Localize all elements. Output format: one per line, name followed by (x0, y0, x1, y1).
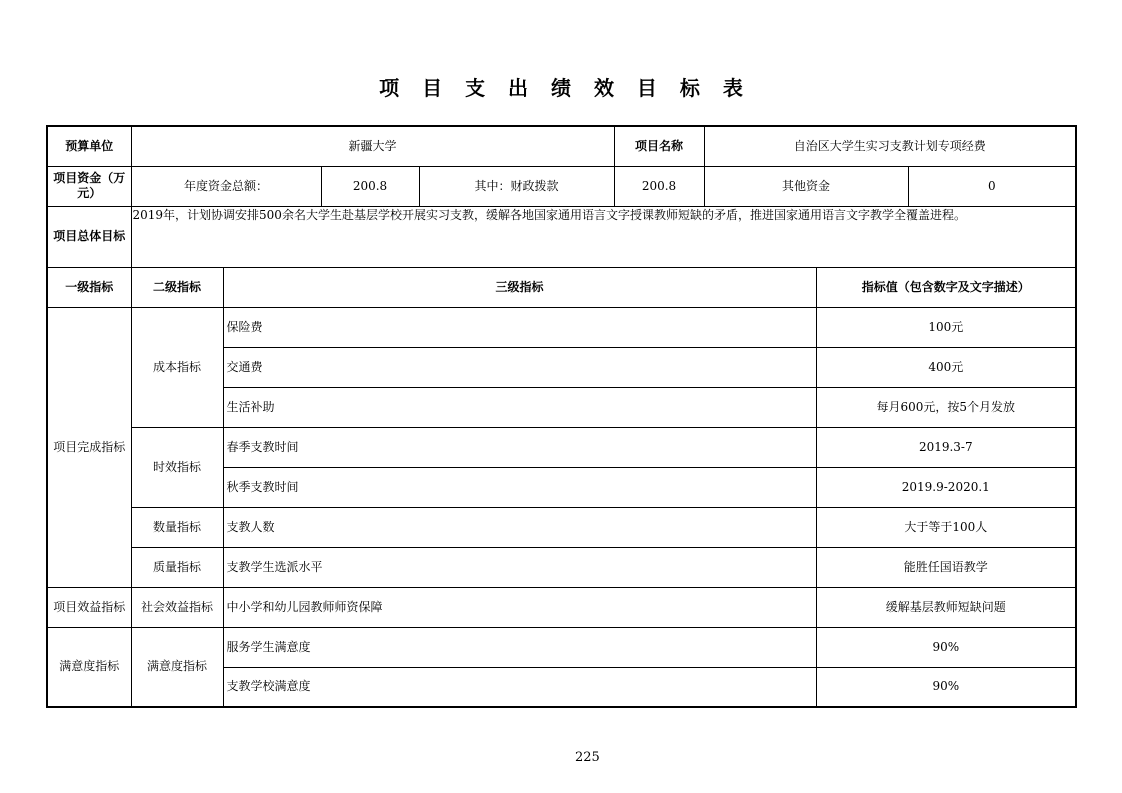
page-title: 项 目 支 出 绩 效 目 标 表 (379, 76, 751, 100)
table-row (47, 507, 1076, 547)
total-funds-label: 年度资金总额： (131, 166, 321, 206)
table-row (47, 627, 1076, 667)
indicator-value: 大于等于100人 (816, 507, 1076, 547)
table-row (47, 126, 1076, 166)
indicator-value: 2019.9-2020.1 (816, 467, 1076, 507)
page-number: 225 (575, 750, 600, 765)
indicator-value: 2019.3-7 (816, 427, 1076, 467)
budget-unit-label: 预算单位 (47, 126, 131, 166)
performance-target-table (46, 125, 1077, 708)
header-level3: 三级指标 (223, 267, 816, 307)
indicator-value: 90% (816, 667, 1076, 707)
table-row (47, 587, 1076, 627)
indicator-level2-cell: 社会效益指标 (131, 587, 223, 627)
indicator-level1-cell: 项目完成指标 (47, 307, 131, 587)
indicator-name: 春季支教时间 (223, 427, 816, 467)
indicator-name: 服务学生满意度 (223, 627, 816, 667)
indicator-name: 支教人数 (223, 507, 816, 547)
header-level1: 一级指标 (47, 267, 131, 307)
header-level2: 二级指标 (131, 267, 223, 307)
indicator-level1-cell: 满意度指标 (47, 627, 131, 707)
indicator-value: 100元 (816, 307, 1076, 347)
goal-text: 2019年，计划协调安排500余名大学生赴基层学校开展实习支教，缓解各地国家通用语言文字授课教师短缺的矛盾，推进国家通用语言文字教学全覆盖进程。 (131, 206, 1076, 267)
other-funds-label: 其他资金 (704, 166, 908, 206)
indicator-name: 支教学生选派水平 (223, 547, 816, 587)
indicator-name: 中小学和幼儿园教师师资保障 (223, 587, 816, 627)
budget-unit-value: 新疆大学 (131, 126, 614, 166)
project-name-label: 项目名称 (614, 126, 704, 166)
table-row (47, 427, 1076, 467)
indicator-level2-cell: 满意度指标 (131, 627, 223, 707)
table-row (47, 307, 1076, 347)
goal-label: 项目总体目标 (47, 206, 131, 267)
other-funds-value: 0 (908, 166, 1076, 206)
fiscal-funds-label: 其中：财政拨款 (419, 166, 614, 206)
indicator-name: 交通费 (223, 347, 816, 387)
indicator-level2-cell: 数量指标 (131, 507, 223, 547)
table-row (47, 166, 1076, 206)
header-value: 指标值（包含数字及文字描述） (816, 267, 1076, 307)
indicator-level2-cell: 质量指标 (131, 547, 223, 587)
indicator-value: 400元 (816, 347, 1076, 387)
indicator-name: 支教学校满意度 (223, 667, 816, 707)
indicator-name: 保险费 (223, 307, 816, 347)
indicator-value: 90% (816, 627, 1076, 667)
fiscal-funds-value: 200.8 (614, 166, 704, 206)
indicator-name: 生活补助 (223, 387, 816, 427)
indicator-name: 秋季支教时间 (223, 467, 816, 507)
indicator-level2-cell: 成本指标 (131, 307, 223, 427)
project-name-value: 自治区大学生实习支教计划专项经费 (704, 126, 1076, 166)
indicator-level2-cell: 时效指标 (131, 427, 223, 507)
table-header-row (47, 267, 1076, 307)
total-funds-value: 200.8 (321, 166, 419, 206)
indicator-value: 能胜任国语教学 (816, 547, 1076, 587)
funds-label: 项目资金（万元） (47, 166, 131, 206)
indicator-value: 缓解基层教师短缺问题 (816, 587, 1076, 627)
table-row (47, 206, 1076, 267)
indicator-level1-cell: 项目效益指标 (47, 587, 131, 627)
table-row (47, 547, 1076, 587)
indicator-value: 每月600元，按5个月发放 (816, 387, 1076, 427)
